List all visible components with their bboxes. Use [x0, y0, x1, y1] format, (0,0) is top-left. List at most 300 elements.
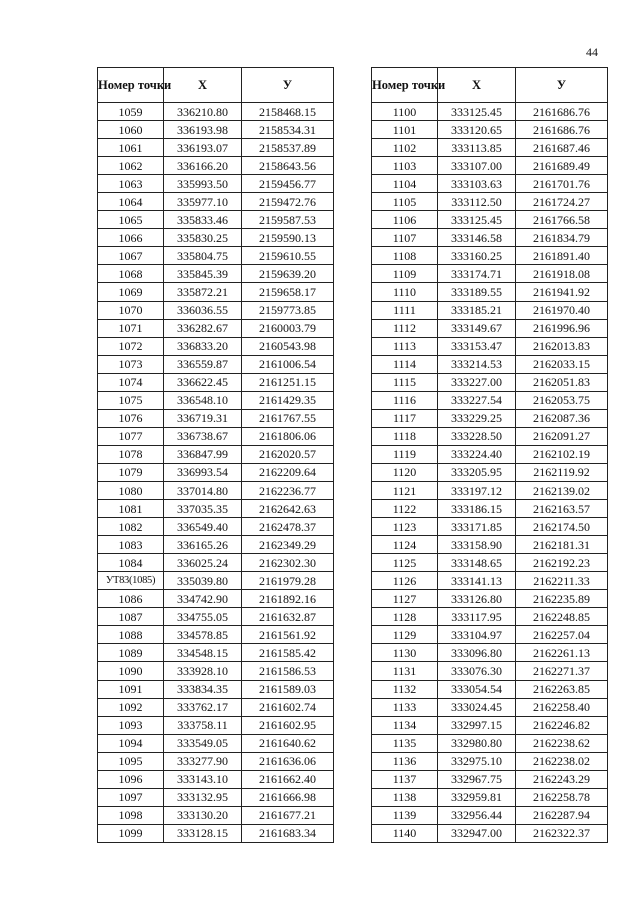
- header-x: X: [164, 68, 242, 103]
- y-coordinate-cell: 2161589.03: [242, 680, 334, 698]
- point-number-cell: 1073: [98, 355, 164, 373]
- table-row: [98, 518, 334, 536]
- y-coordinate-cell: 2161941.92: [516, 283, 608, 301]
- table-row: [372, 121, 608, 139]
- x-coordinate-cell: 333054.54: [438, 680, 516, 698]
- x-coordinate-cell: 333120.65: [438, 121, 516, 139]
- table-row: [372, 409, 608, 427]
- table-row: [98, 103, 334, 121]
- y-coordinate-cell: 2162642.63: [242, 500, 334, 518]
- x-coordinate-cell: 332947.00: [438, 824, 516, 842]
- table-row: [372, 247, 608, 265]
- point-number-cell: 1068: [98, 265, 164, 283]
- table-row: [98, 662, 334, 680]
- table-row: [372, 500, 608, 518]
- header-x: X: [438, 68, 516, 103]
- point-number-cell: 1095: [98, 752, 164, 770]
- y-coordinate-cell: 2162258.40: [516, 698, 608, 716]
- x-coordinate-cell: 336036.55: [164, 301, 242, 319]
- x-coordinate-cell: 332997.15: [438, 716, 516, 734]
- table-row: [372, 265, 608, 283]
- x-coordinate-cell: 336738.67: [164, 427, 242, 445]
- y-coordinate-cell: 2162236.77: [242, 481, 334, 499]
- table-row: [98, 139, 334, 157]
- table-row: [372, 518, 608, 536]
- y-coordinate-cell: 2162478.37: [242, 518, 334, 536]
- x-coordinate-cell: 333277.90: [164, 752, 242, 770]
- x-coordinate-cell: 336833.20: [164, 337, 242, 355]
- x-coordinate-cell: 333076.30: [438, 662, 516, 680]
- x-coordinate-cell: 333141.13: [438, 572, 516, 590]
- table-row: [98, 626, 334, 644]
- table-row: [372, 337, 608, 355]
- y-coordinate-cell: 2162087.36: [516, 409, 608, 427]
- point-number-cell: 1060: [98, 121, 164, 139]
- y-coordinate-cell: 2162263.85: [516, 680, 608, 698]
- table-row: [98, 698, 334, 716]
- table-row: [98, 788, 334, 806]
- point-number-cell: 1075: [98, 391, 164, 409]
- point-number-cell: 1130: [372, 644, 438, 662]
- table-header-row: [372, 68, 608, 103]
- point-number-cell: 1107: [372, 229, 438, 247]
- x-coordinate-cell: 333197.12: [438, 481, 516, 499]
- table-row: [98, 427, 334, 445]
- point-number-cell: 1092: [98, 698, 164, 716]
- y-coordinate-cell: 2162261.13: [516, 644, 608, 662]
- y-coordinate-cell: 2161687.46: [516, 139, 608, 157]
- point-number-cell: 1113: [372, 337, 438, 355]
- table-row: [372, 139, 608, 157]
- point-number-cell: 1125: [372, 554, 438, 572]
- y-coordinate-cell: 2161429.35: [242, 391, 334, 409]
- y-coordinate-cell: 2159587.53: [242, 211, 334, 229]
- table-row: [372, 662, 608, 680]
- x-coordinate-cell: 333174.71: [438, 265, 516, 283]
- point-number-cell: 1079: [98, 463, 164, 481]
- y-coordinate-cell: 2162091.27: [516, 427, 608, 445]
- point-number-cell: 1121: [372, 481, 438, 499]
- point-number-cell: 1117: [372, 409, 438, 427]
- y-coordinate-cell: 2161662.40: [242, 770, 334, 788]
- point-number-cell: 1134: [372, 716, 438, 734]
- y-coordinate-cell: 2162258.78: [516, 788, 608, 806]
- x-coordinate-cell: 333126.80: [438, 590, 516, 608]
- point-number-cell: 1119: [372, 445, 438, 463]
- point-number-cell: 1087: [98, 608, 164, 626]
- point-number-cell: 1132: [372, 680, 438, 698]
- x-coordinate-cell: 333149.67: [438, 319, 516, 337]
- x-coordinate-cell: 333128.15: [164, 824, 242, 842]
- table-row: [372, 716, 608, 734]
- y-coordinate-cell: 2161677.21: [242, 806, 334, 824]
- table-row: [372, 734, 608, 752]
- table-row: [98, 193, 334, 211]
- table-row: [372, 319, 608, 337]
- point-number-cell: 1129: [372, 626, 438, 644]
- x-coordinate-cell: 333228.50: [438, 427, 516, 445]
- x-coordinate-cell: 333148.65: [438, 554, 516, 572]
- table-row: [98, 283, 334, 301]
- table-row: [372, 590, 608, 608]
- x-coordinate-cell: 333227.00: [438, 373, 516, 391]
- x-coordinate-cell: 333112.50: [438, 193, 516, 211]
- table-row: [98, 734, 334, 752]
- point-number-cell: 1110: [372, 283, 438, 301]
- x-coordinate-cell: 333125.45: [438, 103, 516, 121]
- x-coordinate-cell: 333758.11: [164, 716, 242, 734]
- y-coordinate-cell: 2162013.83: [516, 337, 608, 355]
- y-coordinate-cell: 2159658.17: [242, 283, 334, 301]
- point-number-cell: 1089: [98, 644, 164, 662]
- point-number-cell: 1100: [372, 103, 438, 121]
- point-number-cell: 1093: [98, 716, 164, 734]
- x-coordinate-cell: 336025.24: [164, 554, 242, 572]
- x-coordinate-cell: 336165.26: [164, 536, 242, 554]
- y-coordinate-cell: 2162349.29: [242, 536, 334, 554]
- x-coordinate-cell: 333146.58: [438, 229, 516, 247]
- x-coordinate-cell: 332975.10: [438, 752, 516, 770]
- y-coordinate-cell: 2161834.79: [516, 229, 608, 247]
- point-number-cell: 1109: [372, 265, 438, 283]
- point-number-cell: 1104: [372, 175, 438, 193]
- y-coordinate-cell: 2161640.62: [242, 734, 334, 752]
- point-number-cell: 1061: [98, 139, 164, 157]
- header-point-number: Номер точки: [372, 68, 438, 103]
- x-coordinate-cell: 333227.54: [438, 391, 516, 409]
- header-point-number: Номер точки: [98, 68, 164, 103]
- y-coordinate-cell: 2159773.85: [242, 301, 334, 319]
- x-coordinate-cell: 334578.85: [164, 626, 242, 644]
- point-number-cell: 1114: [372, 355, 438, 373]
- y-coordinate-cell: 2162302.30: [242, 554, 334, 572]
- table-row: [372, 283, 608, 301]
- table-row: [372, 391, 608, 409]
- point-number-cell: 1102: [372, 139, 438, 157]
- y-coordinate-cell: 2162102.19: [516, 445, 608, 463]
- point-number-cell: 1090: [98, 662, 164, 680]
- y-coordinate-cell: 2161996.96: [516, 319, 608, 337]
- point-number-cell: 1091: [98, 680, 164, 698]
- x-coordinate-cell: 335833.46: [164, 211, 242, 229]
- point-number-cell: 1098: [98, 806, 164, 824]
- table-row: [372, 301, 608, 319]
- y-coordinate-cell: 2161632.87: [242, 608, 334, 626]
- table-row: [372, 644, 608, 662]
- coordinates-table-right: [371, 67, 608, 843]
- y-coordinate-cell: 2161892.16: [242, 590, 334, 608]
- point-number-cell: 1071: [98, 319, 164, 337]
- page-number: 44: [586, 45, 598, 59]
- x-coordinate-cell: 335845.39: [164, 265, 242, 283]
- table-row: [372, 427, 608, 445]
- x-coordinate-cell: 335830.25: [164, 229, 242, 247]
- table-row: [98, 572, 334, 590]
- y-coordinate-cell: 2162033.15: [516, 355, 608, 373]
- point-number-cell: 1138: [372, 788, 438, 806]
- x-coordinate-cell: 333107.00: [438, 157, 516, 175]
- point-number-cell: 1101: [372, 121, 438, 139]
- y-coordinate-cell: 2162271.37: [516, 662, 608, 680]
- table-row: [98, 554, 334, 572]
- y-coordinate-cell: 2161686.76: [516, 121, 608, 139]
- y-coordinate-cell: 2162243.29: [516, 770, 608, 788]
- point-number-cell: 1135: [372, 734, 438, 752]
- y-coordinate-cell: 2161724.27: [516, 193, 608, 211]
- table-row: [372, 626, 608, 644]
- y-coordinate-cell: 2162238.62: [516, 734, 608, 752]
- table-row: [372, 752, 608, 770]
- table-row: [372, 193, 608, 211]
- x-coordinate-cell: 332967.75: [438, 770, 516, 788]
- x-coordinate-cell: 333024.45: [438, 698, 516, 716]
- x-coordinate-cell: 333113.85: [438, 139, 516, 157]
- x-coordinate-cell: 334548.15: [164, 644, 242, 662]
- point-number-cell: 1120: [372, 463, 438, 481]
- y-coordinate-cell: 2162020.57: [242, 445, 334, 463]
- table-row: [98, 608, 334, 626]
- y-coordinate-cell: 2159610.55: [242, 247, 334, 265]
- table-header-row: [98, 68, 334, 103]
- table-row: [98, 337, 334, 355]
- table-row: [98, 500, 334, 518]
- table-row: [98, 463, 334, 481]
- point-number-cell: 1083: [98, 536, 164, 554]
- x-coordinate-cell: 336549.40: [164, 518, 242, 536]
- x-coordinate-cell: 336282.67: [164, 319, 242, 337]
- table-row: [98, 590, 334, 608]
- point-number-cell: 1084: [98, 554, 164, 572]
- y-coordinate-cell: 2161561.92: [242, 626, 334, 644]
- y-coordinate-cell: 2158537.89: [242, 139, 334, 157]
- y-coordinate-cell: 2162174.50: [516, 518, 608, 536]
- x-coordinate-cell: 333143.10: [164, 770, 242, 788]
- x-coordinate-cell: 335804.75: [164, 247, 242, 265]
- point-number-cell: 1116: [372, 391, 438, 409]
- y-coordinate-cell: 2161806.06: [242, 427, 334, 445]
- y-coordinate-cell: 2159590.13: [242, 229, 334, 247]
- table-row: [372, 824, 608, 842]
- point-number-cell: 1112: [372, 319, 438, 337]
- y-coordinate-cell: 2161891.40: [516, 247, 608, 265]
- header-y: У: [516, 68, 608, 103]
- x-coordinate-cell: 333205.95: [438, 463, 516, 481]
- point-number-cell: 1094: [98, 734, 164, 752]
- point-number-cell: 1078: [98, 445, 164, 463]
- coordinates-table-left: [97, 67, 334, 843]
- y-coordinate-cell: 2161686.76: [516, 103, 608, 121]
- x-coordinate-cell: 333762.17: [164, 698, 242, 716]
- y-coordinate-cell: 2161970.40: [516, 301, 608, 319]
- x-coordinate-cell: 337035.35: [164, 500, 242, 518]
- table-row: [372, 157, 608, 175]
- table-row: [372, 554, 608, 572]
- y-coordinate-cell: 2161602.74: [242, 698, 334, 716]
- point-number-cell: 1126: [372, 572, 438, 590]
- point-number-cell: 1099: [98, 824, 164, 842]
- x-coordinate-cell: 333834.35: [164, 680, 242, 698]
- point-number-cell: 1111: [372, 301, 438, 319]
- table-row: [98, 644, 334, 662]
- point-number-cell: 1133: [372, 698, 438, 716]
- x-coordinate-cell: 333132.95: [164, 788, 242, 806]
- table-row: [372, 680, 608, 698]
- point-number-cell: 1069: [98, 283, 164, 301]
- x-coordinate-cell: 335039.80: [164, 572, 242, 590]
- y-coordinate-cell: 2161701.76: [516, 175, 608, 193]
- y-coordinate-cell: 2162238.02: [516, 752, 608, 770]
- y-coordinate-cell: 2158468.15: [242, 103, 334, 121]
- y-coordinate-cell: 2161766.58: [516, 211, 608, 229]
- x-coordinate-cell: 333130.20: [164, 806, 242, 824]
- header-y: У: [242, 68, 334, 103]
- y-coordinate-cell: 2161251.15: [242, 373, 334, 391]
- point-number-cell: 1122: [372, 500, 438, 518]
- table-row: [372, 698, 608, 716]
- table-row: [372, 536, 608, 554]
- point-number-cell: УТ83(1085): [98, 572, 164, 590]
- y-coordinate-cell: 2162211.33: [516, 572, 608, 590]
- point-number-cell: 1076: [98, 409, 164, 427]
- y-coordinate-cell: 2162192.23: [516, 554, 608, 572]
- point-number-cell: 1123: [372, 518, 438, 536]
- x-coordinate-cell: 333125.45: [438, 211, 516, 229]
- y-coordinate-cell: 2158534.31: [242, 121, 334, 139]
- point-number-cell: 1105: [372, 193, 438, 211]
- point-number-cell: 1072: [98, 337, 164, 355]
- x-coordinate-cell: 333549.05: [164, 734, 242, 752]
- table-row: [98, 680, 334, 698]
- x-coordinate-cell: 333185.21: [438, 301, 516, 319]
- table-row: [98, 824, 334, 842]
- x-coordinate-cell: 335872.21: [164, 283, 242, 301]
- x-coordinate-cell: 336210.80: [164, 103, 242, 121]
- y-coordinate-cell: 2162053.75: [516, 391, 608, 409]
- point-number-cell: 1124: [372, 536, 438, 554]
- y-coordinate-cell: 2162287.94: [516, 806, 608, 824]
- point-number-cell: 1115: [372, 373, 438, 391]
- table-body-right: [372, 103, 608, 843]
- y-coordinate-cell: 2161585.42: [242, 644, 334, 662]
- y-coordinate-cell: 2162139.02: [516, 481, 608, 499]
- table-row: [98, 752, 334, 770]
- y-coordinate-cell: 2161666.98: [242, 788, 334, 806]
- table-row: [372, 770, 608, 788]
- x-coordinate-cell: 336193.98: [164, 121, 242, 139]
- x-coordinate-cell: 336166.20: [164, 157, 242, 175]
- point-number-cell: 1066: [98, 229, 164, 247]
- x-coordinate-cell: 333160.25: [438, 247, 516, 265]
- table-row: [372, 175, 608, 193]
- x-coordinate-cell: 334755.05: [164, 608, 242, 626]
- x-coordinate-cell: 333153.47: [438, 337, 516, 355]
- y-coordinate-cell: 2162181.31: [516, 536, 608, 554]
- point-number-cell: 1086: [98, 590, 164, 608]
- table-row: [98, 121, 334, 139]
- x-coordinate-cell: 336719.31: [164, 409, 242, 427]
- y-coordinate-cell: 2162119.92: [516, 463, 608, 481]
- table-body-left: [98, 103, 334, 843]
- x-coordinate-cell: 333104.97: [438, 626, 516, 644]
- y-coordinate-cell: 2162257.04: [516, 626, 608, 644]
- point-number-cell: 1108: [372, 247, 438, 265]
- x-coordinate-cell: 333096.80: [438, 644, 516, 662]
- point-number-cell: 1096: [98, 770, 164, 788]
- x-coordinate-cell: 333224.40: [438, 445, 516, 463]
- y-coordinate-cell: 2161006.54: [242, 355, 334, 373]
- x-coordinate-cell: 333186.15: [438, 500, 516, 518]
- x-coordinate-cell: 336847.99: [164, 445, 242, 463]
- table-row: [98, 247, 334, 265]
- table-row: [98, 770, 334, 788]
- table-row: [372, 229, 608, 247]
- y-coordinate-cell: 2160003.79: [242, 319, 334, 337]
- point-number-cell: 1065: [98, 211, 164, 229]
- table-row: [372, 788, 608, 806]
- point-number-cell: 1127: [372, 590, 438, 608]
- y-coordinate-cell: 2162235.89: [516, 590, 608, 608]
- x-coordinate-cell: 334742.90: [164, 590, 242, 608]
- y-coordinate-cell: 2158643.56: [242, 157, 334, 175]
- table-row: [98, 806, 334, 824]
- point-number-cell: 1140: [372, 824, 438, 842]
- table-row: [98, 445, 334, 463]
- point-number-cell: 1139: [372, 806, 438, 824]
- table-row: [98, 373, 334, 391]
- point-number-cell: 1097: [98, 788, 164, 806]
- table-row: [372, 572, 608, 590]
- table-row: [372, 481, 608, 499]
- point-number-cell: 1128: [372, 608, 438, 626]
- point-number-cell: 1063: [98, 175, 164, 193]
- x-coordinate-cell: 336993.54: [164, 463, 242, 481]
- y-coordinate-cell: 2159639.20: [242, 265, 334, 283]
- point-number-cell: 1074: [98, 373, 164, 391]
- point-number-cell: 1136: [372, 752, 438, 770]
- y-coordinate-cell: 2161918.08: [516, 265, 608, 283]
- x-coordinate-cell: 335977.10: [164, 193, 242, 211]
- point-number-cell: 1067: [98, 247, 164, 265]
- table-row: [98, 265, 334, 283]
- y-coordinate-cell: 2161683.34: [242, 824, 334, 842]
- y-coordinate-cell: 2161636.06: [242, 752, 334, 770]
- table-row: [372, 806, 608, 824]
- point-number-cell: 1088: [98, 626, 164, 644]
- table-row: [372, 373, 608, 391]
- y-coordinate-cell: 2161586.53: [242, 662, 334, 680]
- x-coordinate-cell: 333117.95: [438, 608, 516, 626]
- point-number-cell: 1080: [98, 481, 164, 499]
- x-coordinate-cell: 336559.87: [164, 355, 242, 373]
- point-number-cell: 1077: [98, 427, 164, 445]
- x-coordinate-cell: 333928.10: [164, 662, 242, 680]
- y-coordinate-cell: 2162246.82: [516, 716, 608, 734]
- x-coordinate-cell: 332959.81: [438, 788, 516, 806]
- table-row: [98, 391, 334, 409]
- table-row: [372, 103, 608, 121]
- table-row: [98, 229, 334, 247]
- point-number-cell: 1059: [98, 103, 164, 121]
- x-coordinate-cell: 332956.44: [438, 806, 516, 824]
- point-number-cell: 1062: [98, 157, 164, 175]
- x-coordinate-cell: 333103.63: [438, 175, 516, 193]
- table-row: [372, 211, 608, 229]
- table-row: [372, 445, 608, 463]
- x-coordinate-cell: 335993.50: [164, 175, 242, 193]
- table-row: [98, 716, 334, 734]
- y-coordinate-cell: 2160543.98: [242, 337, 334, 355]
- y-coordinate-cell: 2162322.37: [516, 824, 608, 842]
